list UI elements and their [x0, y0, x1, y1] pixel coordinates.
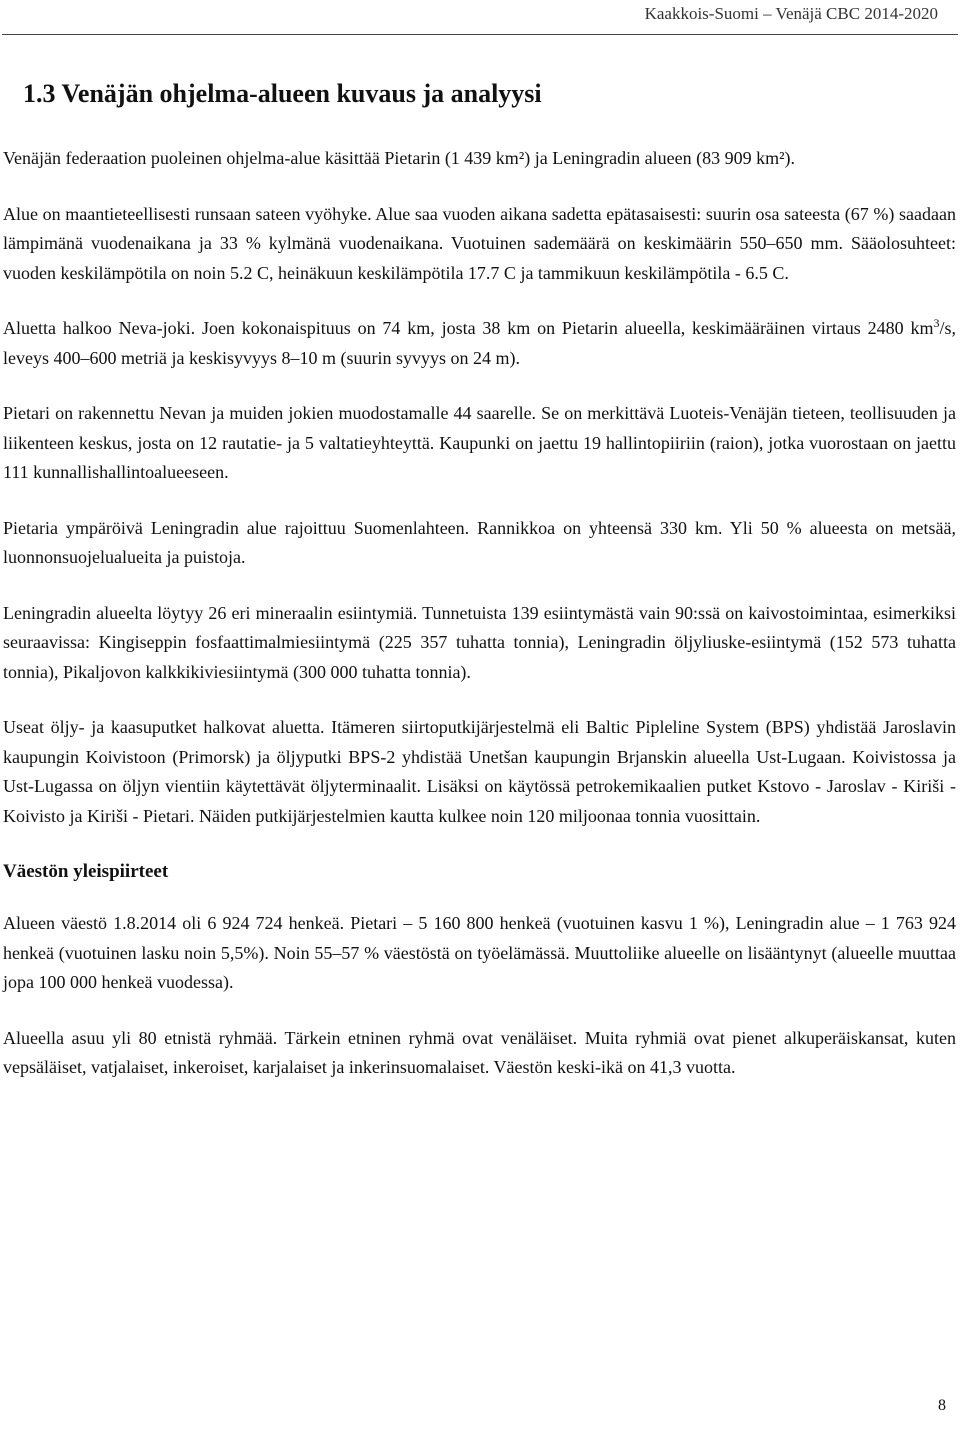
paragraph-minerals: Leningradin alueelta löytyy 26 eri mineraalin esiintymiä. Tunnetuista 139 esiintymästä vain 90:ssä on kaivostoimintaa, esimerkiksi seuraavissa: Kingiseppin fosfaattimalmiesiintymä (225 357 tuhatta tonnia), Leningradin öljyliuske-esiintymä (152 573 tuhatta tonnia), Pikaljovon kalkkikiviesiintymä (300 000 tuhatta tonnia). — [3, 602, 956, 682]
paragraph-st-petersburg: Pietari on rakennettu Nevan ja muiden jokien muodostamalle 44 saarelle. Se on merkittävä Luoteis-Venäjän tieteen, teollisuuden ja liikenteen keskus, josta on 12 rautatie- ja 5 valtatieyhteyttä. Kaupunki on jaettu 19 hallintopiiriin (raion), jotka vuorostaan on jaettu 111 kunnallishallintoalueeseen. — [3, 403, 956, 482]
header-rule — [2, 34, 958, 35]
paragraph-ethnic-groups: Alueella asuu yli 80 etnistä ryhmää. Tärkein etninen ryhmä ovat venäläiset. Muita ryhmiä ovat pienet alkuperäiskansat, kuten vepsäläiset, vatjalaiset, inkeroiset, karjalaiset ja inkerinsuomalaiset. Väestön keski-ikä on 41,3 vuotta. — [3, 1027, 956, 1077]
paragraph-climate: Alue on maantieteellisesti runsaan sateen vyöhyke. Alue saa vuoden aikana sadetta epätasaisesti: suurin osa sateesta (67 %) saadaan lämpimänä vuodenaikana ja 33 % kylmänä vuodenaikana. Vuotuinen sademäärä on keskimäärin 550–650 mm. Sääolosuhteet: vuoden keskilämpötila on noin 5.2 C, heinäkuun keskilämpötila 17.7 C ja tammikuun keskilämpötila - 6.5 C. — [3, 203, 956, 283]
neva-text-end: /s, leveys 400–600 metriä ja keskisyvyys 8–10 m (suurin syvyys on 24 m). — [3, 318, 956, 368]
running-header: Kaakkois-Suomi – Venäjä CBC 2014-2020 — [644, 4, 938, 23]
page-number: 8 — [938, 1397, 946, 1414]
neva-text-start: Aluetta halkoo Neva-joki. Joen kokonaispituus on 74 km, josta 38 km on Pietarin alueella, keskimääräinen virtaus 2480 km — [3, 318, 934, 338]
paragraph-leningrad-region: Pietaria ympäröivä Leningradin alue rajoittuu Suomenlahteen. Rannikkoa on yhteensä 330 km. Yli 50 % alueesta on metsää, luonnonsuojelualueita ja puistoja. — [3, 517, 956, 567]
paragraph-area-extent: Venäjän federaation puoleinen ohjelma-alue käsittää Pietarin (1 439 km²) ja Leningradin alueen (83 909 km²). — [3, 148, 796, 168]
section-title: 1.3 Venäjän ohjelma-alueen kuvaus ja analyysi — [23, 79, 542, 108]
document-body — [3, 74, 956, 1109]
paragraph-population: Alueen väestö 1.8.2014 oli 6 924 724 henkeä. Pietari – 5 160 800 henkeä (vuotuinen kasvu 1 %), Leningradin alue – 1 763 924 henkeä (vuotuinen lasku noin 5,5%). Noin 55–57 % väestöstä on työelämässä. Muuttoliike alueelle on lisääntynyt (alueelle muuttaa jopa 100 000 henkeä vuodessa). — [3, 913, 956, 992]
subsection-title: Väestön yleispiirteet — [3, 861, 169, 882]
cubic-superscript: 3 — [933, 316, 940, 330]
paragraph-pipelines: Useat öljy- ja kaasuputket halkovat aluetta. Itämeren siirtoputkijärjestelmä eli Baltic Pipleline System (BPS) yhdistää Jaroslavin kaupungin Koivistoon (Primorsk) ja öljyputki BPS-2 yhdistää Unetšan kaupungin Brjanskin alueella Ust-Lugaan. Koivistossa ja Ust-Lugassa on öljyn vientiin käytettävät öljyterminaalit. Lisäksi on käytössä petrokemikaalien putket Kstovo - Jaroslav - Kiriši - Koivisto ja Kiriši - Pietari. Näiden putkijärjestelmien kautta kulkee noin 120 miljoonaa tonnia vuosittain. — [3, 717, 956, 826]
paragraph-neva-river — [3, 314, 956, 373]
